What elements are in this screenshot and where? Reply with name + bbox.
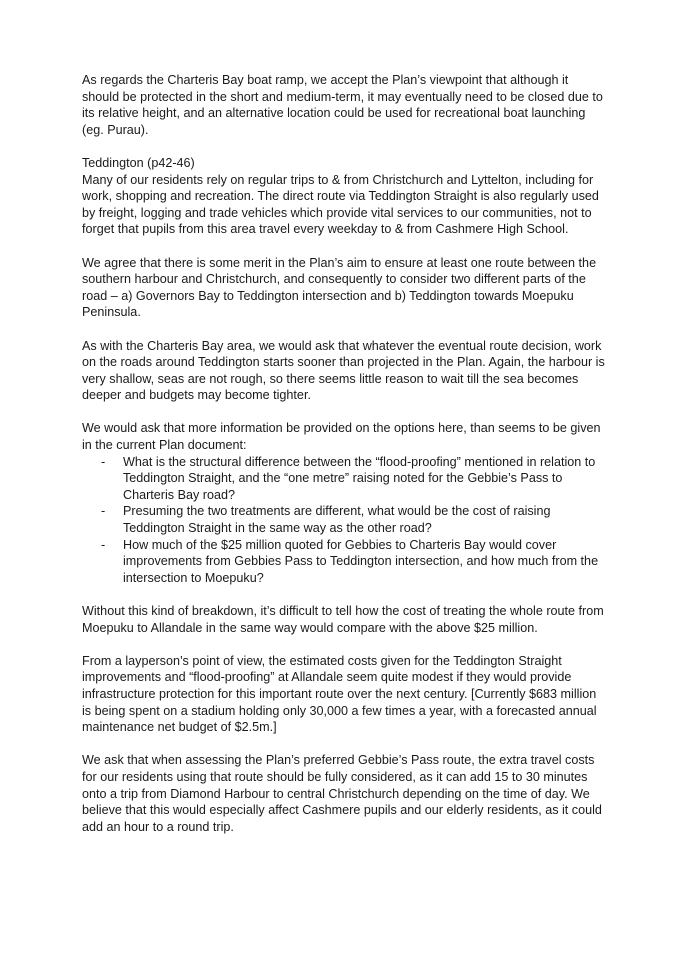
paragraph-work-timing: As with the Charteris Bay area, we would ask that whatever the eventual route decision, work on the roads around Teddington starts sooner than projected in the Plan. Again, the harbour is very shallow, seas are not rough, so there seems little reason to wait till the sea becomes deeper and budgets may become tighter. [82,338,605,403]
paragraph-residents-trips: Many of our residents rely on regular trips to & from Christchurch and Lyttelton, including for work, shopping and recreation. The direct route via Teddington Straight is also regularly used by freight, logging and trade vehicles which provide vital services to our communities, not to forget that pupils from this area travel every weekday to & from Cashmere High School. [82,172,599,237]
dash-marker: - [101,537,106,552]
list-item-text: What is the structural difference between the “flood-proofing” mentioned in relation to Teddington Straight, and the “one metre” raising noted for the Gebbie’s Pass to Charteris Bay road? [123,454,596,502]
paragraph-boat-ramp: As regards the Charteris Bay boat ramp, we accept the Plan’s viewpoint that although it should be protected in the short and medium-term, it may eventually need to be closed due to its relative height, and an alternative location could be used for recreational boat launching (eg. Purau). [82,73,603,137]
paragraph-gebbies-pass: We ask that when assessing the Plan’s preferred Gebbie’s Pass route, the extra travel costs for our residents using that route should be fully considered, as it can add 15 to 30 minutes onto a trip from Diamond Harbour to central Christchurch depending on the time of day. We believe that this would especially affect Cashmere pupils and our elderly residents, as it could add an hour to a round trip. [82,753,602,834]
paragraph-layperson-costs: From a layperson’s point of view, the estimated costs given for the Teddington Straight improvements and “flood-proofing” at Allandale seem quite modest if they would provide infrastructure protection for this important route over the next century. [Currently $683 million is being spent on a stadium holding only 30,000 a few times a year, with a forecasted annual maintenance net budget of $2.5m.] [82,653,597,735]
question-list [82,454,607,587]
paragraph-breakdown: Without this kind of breakdown, it’s difficult to tell how the cost of treating the whole route from Moepuku to Allandale in the same way would compare with the above $25 million. [82,604,604,635]
list-item-text: Presuming the two treatments are different, what would be the cost of raising Teddington Straight in the same way as the other road? [123,504,551,536]
dash-marker: - [101,504,106,519]
list-item [82,537,607,587]
list-item [82,503,607,536]
paragraph-more-information: We would ask that more information be provided on the options here, than seems to be given in the current Plan document: [82,421,601,453]
dash-marker: - [101,454,106,469]
list-item-text: How much of the $25 million quoted for Gebbies to Charteris Bay would cover improvements from Gebbies Pass to Teddington intersection, and how much from the intersection to Moepuku? [123,537,599,585]
list-item [82,454,607,504]
paragraph-route-merit: We agree that there is some merit in the Plan’s aim to ensure at least one route between the southern harbour and Christchurch, and consequently to consider two different parts of the road – a) Governors Bay to Teddington intersection and b) Teddington towards Moepuku Peninsula. [82,255,597,320]
section-heading-teddington: Teddington (p42-46) [82,155,195,170]
